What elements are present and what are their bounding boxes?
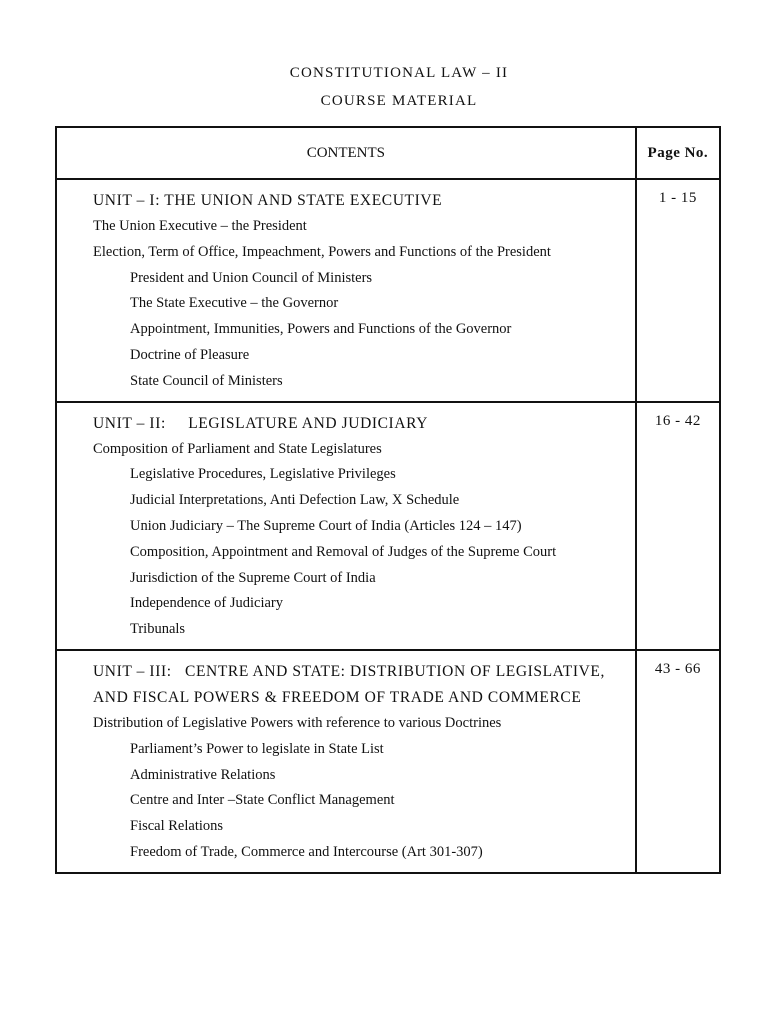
topic-item: Jurisdiction of the Supreme Court of India: [130, 569, 376, 586]
unit-row-2: [56, 402, 720, 650]
unit-heading: UNIT – III: CENTRE AND STATE: DISTRIBUTION OF LEGISLATIVE, AND FISCAL POWERS & FREEDOM OF TRADE AND COMMERCE: [93, 662, 609, 706]
contents-table: [55, 126, 721, 874]
topic-item: Distribution of Legislative Powers with reference to various Doctrines: [93, 714, 502, 731]
document-subtitle: COURSE MATERIAL: [320, 93, 478, 109]
contents-header: CONTENTS: [56, 127, 636, 179]
unit-row-3: [56, 650, 720, 873]
topic-item: Fiscal Relations: [130, 818, 224, 835]
unit-2-contents-cell: [56, 402, 636, 650]
topic-item: Doctrine of Pleasure: [130, 346, 250, 363]
table-header-row: [56, 127, 720, 179]
topic-item: Administrative Relations: [130, 766, 276, 783]
document-title: CONSTITUTIONAL LAW – II: [289, 65, 509, 81]
document-header: [0, 62, 768, 118]
topic-item: State Council of Ministers: [130, 372, 283, 389]
page-no-header: Page No.: [636, 127, 720, 179]
unit-heading: UNIT – I: THE UNION AND STATE EXECUTIVE: [93, 192, 443, 209]
unit-row-1: [56, 179, 720, 402]
topic-item: Independence of Judiciary: [130, 595, 283, 612]
topic-item: Union Judiciary – The Supreme Court of India (Articles 124 – 147): [130, 517, 522, 534]
page-range: 1 - 15: [636, 179, 720, 402]
unit-heading: UNIT – II: LEGISLATURE AND JUDICIARY: [93, 414, 428, 432]
page-range: 43 - 66: [636, 650, 720, 873]
topic-item: President and Union Council of Ministers: [130, 269, 373, 286]
unit-3-contents-cell: [56, 650, 636, 873]
topic-item: Legislative Procedures, Legislative Privileges: [130, 466, 396, 483]
topic-item: Freedom of Trade, Commerce and Intercourse (Art 301-307): [130, 843, 483, 860]
topic-item: Parliament’s Power to legislate in State List: [130, 740, 384, 757]
page-range: 16 - 42: [636, 402, 720, 650]
topic-item: The State Executive – the Governor: [130, 295, 339, 312]
topic-item: Tribunals: [130, 621, 186, 638]
topic-item: Centre and Inter –State Conflict Management: [130, 792, 395, 809]
topic-item: The Union Executive – the President: [93, 218, 307, 234]
topic-item: Election, Term of Office, Impeachment, Powers and Functions of the President: [93, 243, 551, 260]
unit-1-contents-cell: [56, 179, 636, 402]
topic-item: Composition of Parliament and State Legislatures: [93, 440, 382, 457]
topic-item: Judicial Interpretations, Anti Defection Law, X Schedule: [130, 492, 460, 509]
topic-item: Composition, Appointment and Removal of Judges of the Supreme Court: [130, 543, 557, 560]
topic-item: Appointment, Immunities, Powers and Functions of the Governor: [130, 321, 512, 338]
units-body: [56, 179, 720, 873]
